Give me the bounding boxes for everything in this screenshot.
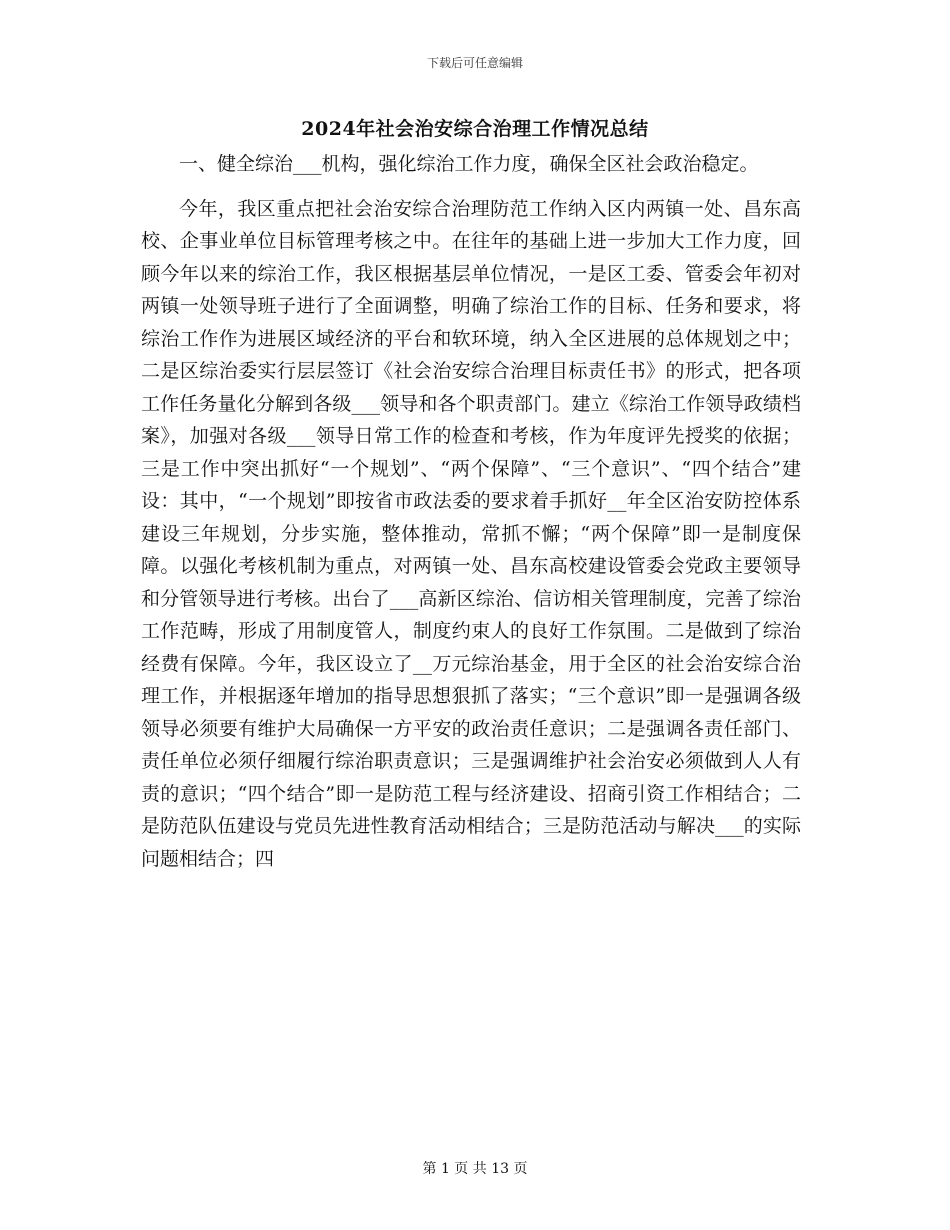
paragraph-body: 今年，我区重点把社会治安综合治理防范工作纳入区内两镇一处、昌东高校、企事业单位目标管理考核之中。在往年的基础上进一步加大工作力度，回顾今年以来的综治工作，我区根据基层单位情况，一是区工委、管委会年初对两镇一处领导班子进行了全面调整，明确了综治工作的目标、任务和要求，将综治工作作为进展区域经济的平台和软环境，纳入全区进展的总体规划之中；二是区综治委实行层层签订《社会治安综合治理目标责任书》的形式，把各项工作任务量化分解到各级___领导和各个职责部门。建立《综治工作领导政绩档案》，加强对各级___领导日常工作的检查和考核，作为年度评先授奖的依据；三是工作中突出抓好“一个规划”、“两个保障”、“三个意识”、“四个结合”建设：其中，“一个规划”即按省市政法委的要求着手抓好__年全区治安防控体系建设三年规划，分步实施，整体推动，常抓不懈；“两个保障”即一是制度保障。以强化考核机制为重点，对两镇一处、昌东高校建设管委会党政主要领导和分管领导进行考核。出台了___高新区综治、信访相关管理制度，完善了综治工作范畴，形成了用制度管人，制度约束人的良好工作氛围。二是做到了综治经费有保障。今年，我区设立了__万元综治基金，用于全区的社会治安综合治理工作，并根据逐年增加的指导思想狠抓了落实；“三个意识”即一是强调各级领导必须要有维护大局确保一方平安的政治责任意识；二是强调各责任部门、责任单位必须仔细履行综治职责意识；三是强调维护社会治安必须做到人人有责的意识；“四个结合”即一是防范工程与经济建设、招商引资工作相结合；二是防范队伍建设与党员先进性教育活动相结合；三是防范活动与解决___的实际问题相结合；四 bbox=[141, 197, 801, 870]
document-title: 2024年社会治安综合治理工作情况总结 bbox=[301, 118, 649, 140]
paragraph-section-heading: 一、健全综治___机构，强化综治工作力度，确保全区社会政治稳定。 bbox=[179, 153, 759, 175]
page-number-footer: 第 1 页 共 13 页 bbox=[422, 1161, 528, 1177]
document-body bbox=[141, 148, 801, 875]
header-note: 下载后可任意编辑 bbox=[426, 56, 523, 70]
